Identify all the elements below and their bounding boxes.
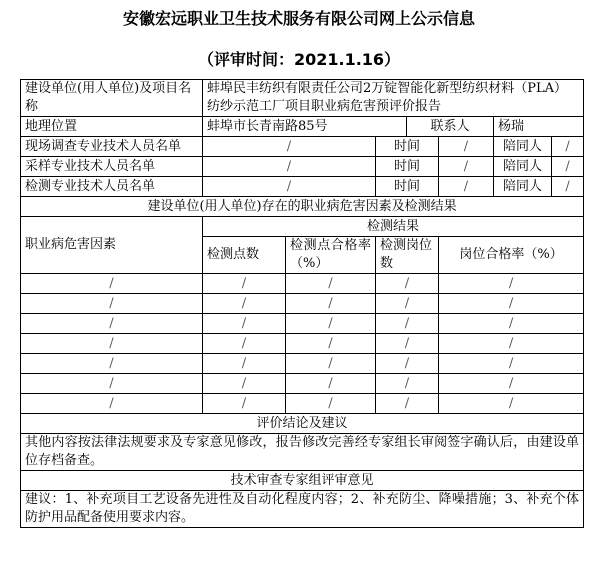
factor-cell: / — [21, 354, 203, 374]
factors-header-row — [21, 217, 584, 237]
escort-label: 陪同人 — [494, 137, 552, 157]
time-label: 时间 — [376, 137, 439, 157]
points-cell: / — [203, 274, 286, 294]
factor-row — [21, 354, 584, 374]
factor-cell: / — [21, 274, 203, 294]
review-time: （评审时间：2021.1.16） — [197, 50, 401, 69]
posts-cell: / — [376, 294, 439, 314]
points-cell: / — [203, 394, 286, 414]
posts-cell: / — [376, 274, 439, 294]
points-cell: / — [203, 374, 286, 394]
time-label: 时间 — [376, 177, 439, 197]
factor-row — [21, 274, 584, 294]
factor-label: 职业病危害因素 — [21, 217, 203, 274]
point-rate-cell: / — [286, 354, 376, 374]
factors-section-title: 建设单位(用人单位)存在的职业病危害因素及检测结果 — [21, 197, 584, 217]
conclusion-text-row — [21, 434, 584, 471]
point-rate-cell: / — [286, 334, 376, 354]
points-cell: / — [203, 294, 286, 314]
escort-label: 陪同人 — [494, 157, 552, 177]
expert-title-row — [21, 471, 584, 491]
post-rate-cell: / — [439, 374, 584, 394]
factor-cell: / — [21, 334, 203, 354]
staff-name: / — [203, 157, 376, 177]
location-row — [21, 117, 584, 137]
staff-name: / — [203, 137, 376, 157]
contact-value: 杨瑞 — [494, 117, 584, 137]
factor-cell: / — [21, 374, 203, 394]
staff-label: 现场调查专业技术人员名单 — [21, 137, 203, 157]
staff-label: 检测专业技术人员名单 — [21, 177, 203, 197]
expert-text-row — [21, 491, 584, 528]
posts-cell: / — [376, 354, 439, 374]
escort-value: / — [552, 137, 584, 157]
points-cell: / — [203, 334, 286, 354]
time-value: / — [439, 177, 494, 197]
disclosure-table — [20, 79, 584, 528]
location-label: 地理位置 — [21, 117, 203, 137]
post-rate-cell: / — [439, 314, 584, 334]
escort-label: 陪同人 — [494, 177, 552, 197]
point-rate-cell: / — [286, 394, 376, 414]
points-cell: / — [203, 354, 286, 374]
staff-row — [21, 137, 584, 157]
posts-cell: / — [376, 374, 439, 394]
post-rate-cell: / — [439, 274, 584, 294]
posts-cell: / — [376, 314, 439, 334]
point-rate-cell: / — [286, 314, 376, 334]
contact-label: 联系人 — [407, 117, 494, 137]
time-value: / — [439, 137, 494, 157]
factor-row — [21, 374, 584, 394]
factor-row — [21, 294, 584, 314]
post-rate-cell: / — [439, 334, 584, 354]
factors-section-row — [21, 197, 584, 217]
time-value: / — [439, 157, 494, 177]
results-label: 检测结果 — [203, 217, 584, 237]
point-rate-cell: / — [286, 294, 376, 314]
posts-cell: / — [376, 394, 439, 414]
factor-cell: / — [21, 314, 203, 334]
expert-title: 技术审查专家组评审意见 — [21, 471, 584, 491]
conclusion-text: 其他内容按法律法规要求及专家意见修改，报告修改完善经专家组长审阅签字确认后，由建设单位存档备查。 — [21, 434, 584, 471]
time-label: 时间 — [376, 157, 439, 177]
staff-row — [21, 177, 584, 197]
post-rate-cell: / — [439, 354, 584, 374]
factor-row — [21, 334, 584, 354]
expert-text: 建议：1、补充项目工艺设备先进性及自动化程度内容；2、补充防尘、降噪措施；3、补充个体防护用品配备使用要求内容。 — [21, 491, 584, 528]
staff-name: / — [203, 177, 376, 197]
col-points: 检测点数 — [203, 237, 286, 274]
unit-value: 蚌埠民丰纺织有限责任公司2万锭智能化新型纺织材料（PLA）纺纱示范工厂项目职业病危害预评价报告 — [203, 80, 584, 117]
conclusion-title-row — [21, 414, 584, 434]
point-rate-cell: / — [286, 274, 376, 294]
factor-cell: / — [21, 394, 203, 414]
escort-value: / — [552, 177, 584, 197]
factor-row — [21, 314, 584, 334]
col-point-rate: 检测点合格率（%） — [286, 237, 376, 274]
conclusion-title: 评价结论及建议 — [21, 414, 584, 434]
factor-cell: / — [21, 294, 203, 314]
points-cell: / — [203, 314, 286, 334]
unit-row — [21, 80, 584, 117]
col-post-rate: 岗位合格率（%） — [439, 237, 584, 274]
col-posts: 检测岗位数 — [376, 237, 439, 274]
staff-row — [21, 157, 584, 177]
escort-value: / — [552, 157, 584, 177]
page-title: 安徽宏远职业卫生技术服务有限公司网上公示信息 — [122, 9, 475, 28]
post-rate-cell: / — [439, 394, 584, 414]
factor-row — [21, 394, 584, 414]
post-rate-cell: / — [439, 294, 584, 314]
staff-label: 采样专业技术人员名单 — [21, 157, 203, 177]
point-rate-cell: / — [286, 374, 376, 394]
location-value: 蚌埠市长青南路85号 — [203, 117, 407, 137]
posts-cell: / — [376, 334, 439, 354]
unit-label: 建设单位(用人单位)及项目名称 — [21, 80, 203, 117]
